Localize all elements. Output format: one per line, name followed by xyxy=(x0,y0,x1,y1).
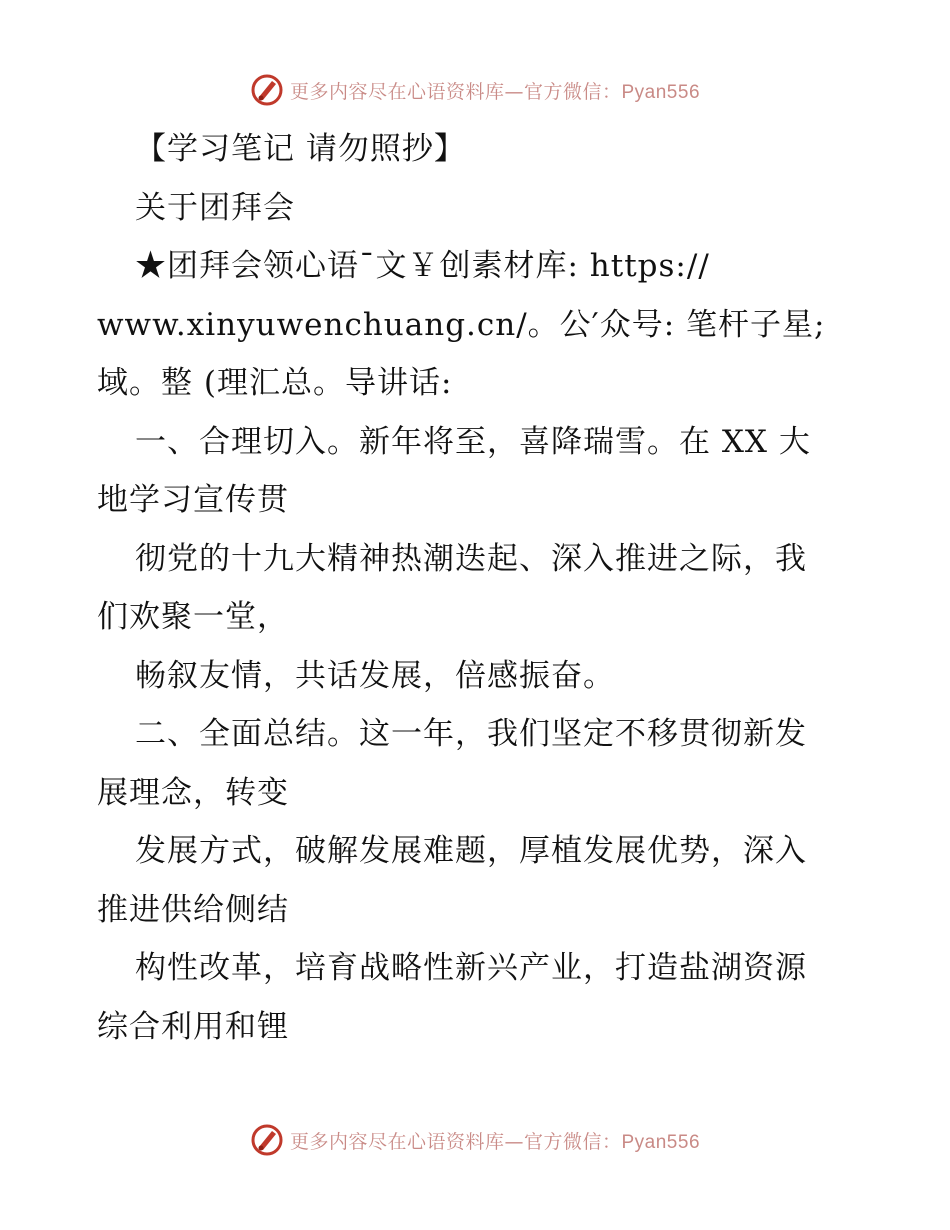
doc-line: 域。整 (理汇总。导讲话: xyxy=(97,365,453,401)
brand-logo-icon xyxy=(250,73,284,107)
doc-line: ★团拜会领心语¯文￥创素材库: https:// xyxy=(135,248,710,284)
header-banner xyxy=(0,70,950,110)
doc-line: 展理念，转变 xyxy=(97,774,289,811)
doc-line: 构性改革，培育战略性新兴产业，打造盐湖资源 xyxy=(135,950,807,986)
banner-text: 更多内容尽在心语资料库—官方微信：Pyan556 xyxy=(289,1130,701,1153)
doc-line: www.xinyuwenchuang.cn/。公′众号: 笔杆子星; xyxy=(97,306,826,343)
doc-line: 推进供给侧结 xyxy=(97,891,289,928)
doc-line: 发展方式，破解发展难题，厚植发展优势，深入 xyxy=(135,833,807,869)
doc-line: 关于团拜会 xyxy=(135,189,295,226)
doc-line: 畅叙友情，共话发展，倍感振奋。 xyxy=(135,657,615,694)
banner-text: 更多内容尽在心语资料库—官方微信：Pyan556 xyxy=(289,80,701,103)
doc-line: 地学习宣传贯 xyxy=(97,482,289,518)
document-body xyxy=(97,120,857,1056)
doc-line: 综合利用和锂 xyxy=(97,1008,289,1045)
doc-line: 【学习笔记 请勿照抄】 xyxy=(135,131,466,167)
doc-line: 二、全面总结。这一年，我们坚定不移贯彻新发 xyxy=(135,716,807,752)
doc-line: 一、合理切入。新年将至，喜降瑞雪。在 XX 大 xyxy=(135,423,811,460)
doc-line: 们欢聚一堂， xyxy=(97,599,289,635)
footer-banner xyxy=(0,1120,950,1160)
brand-logo-icon xyxy=(250,1123,284,1157)
doc-line: 彻党的十九大精神热潮迭起、深入推进之际，我 xyxy=(135,540,807,577)
